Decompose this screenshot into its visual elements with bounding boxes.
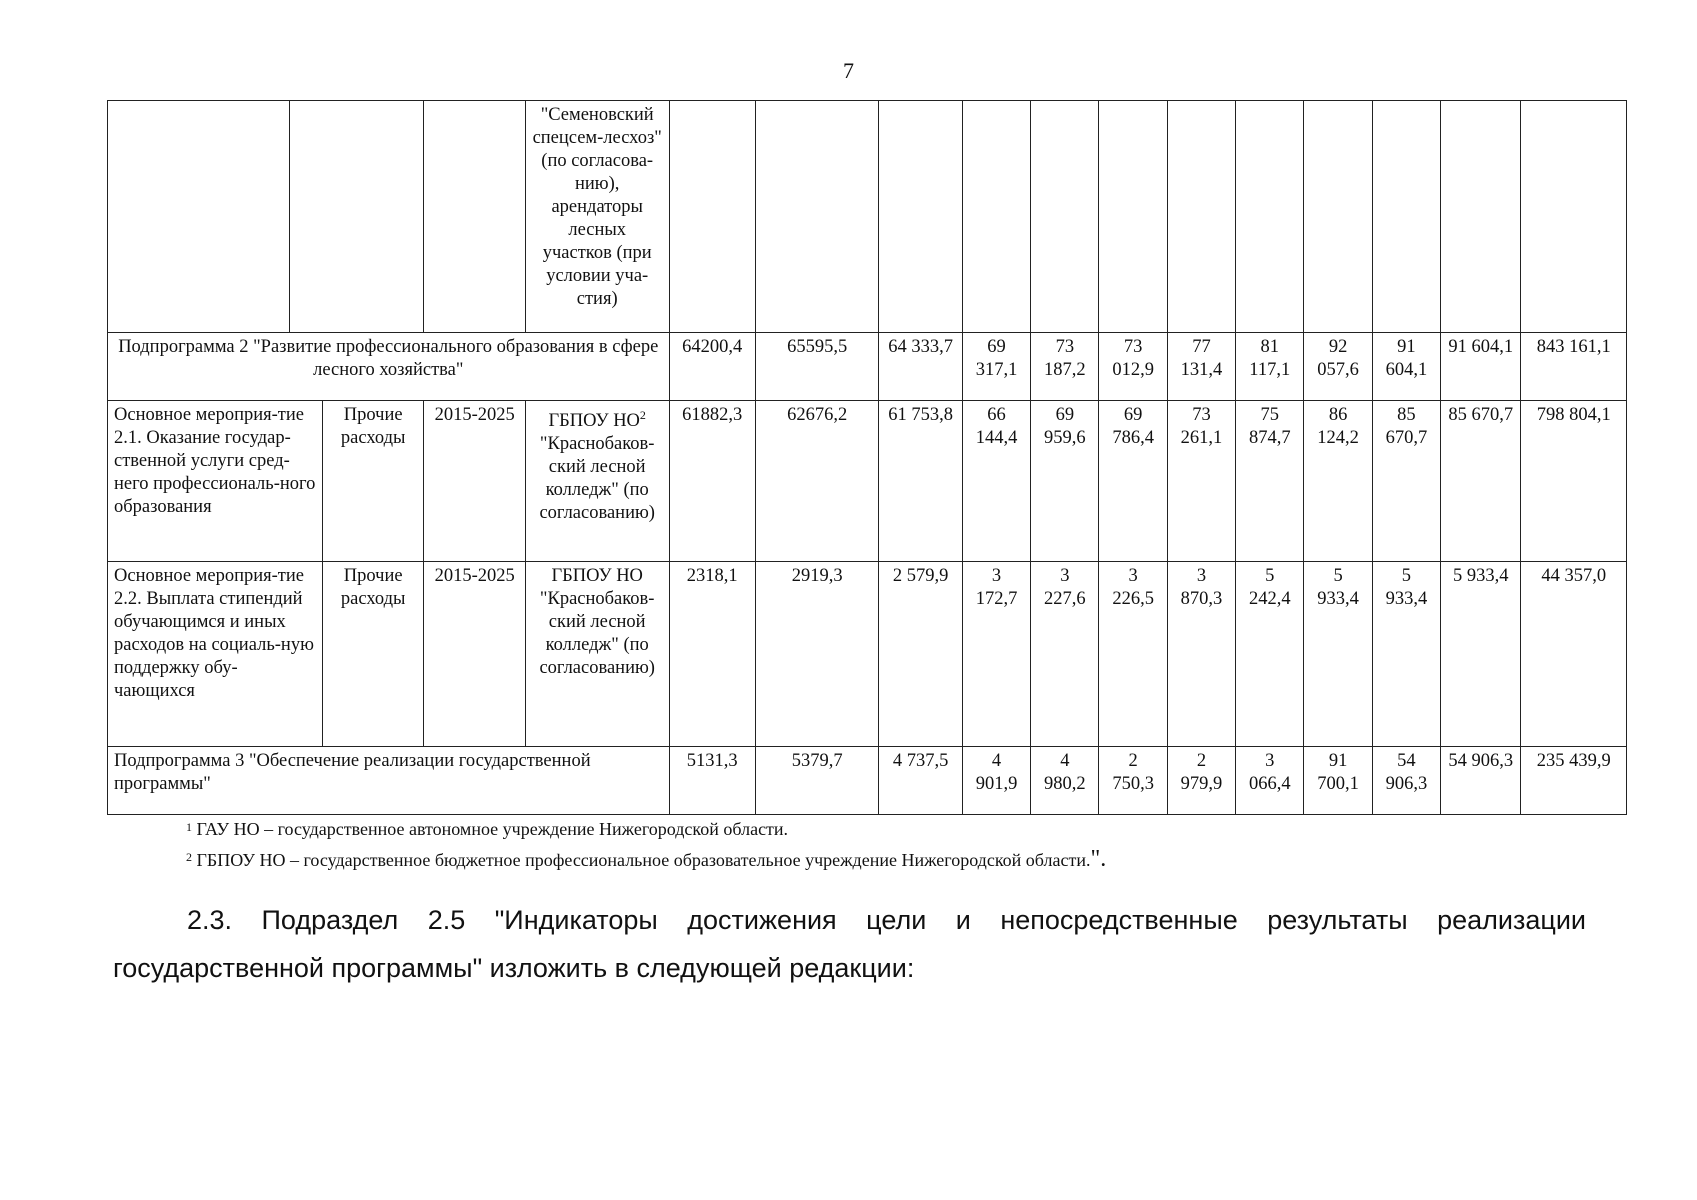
page-number: 7	[843, 58, 854, 83]
value-cell: 86 124,2	[1304, 401, 1372, 562]
value-cell: 73 261,1	[1167, 401, 1235, 562]
measure-title: Основное мероприя-тие 2.1. Оказание государ-ственной услуги сред-него профессиональ-ного образования	[108, 401, 323, 562]
value-cell: 69 786,4	[1099, 401, 1167, 562]
table-cell	[1236, 101, 1304, 333]
body-paragraph: 2.3. Подраздел 2.5 "Индикаторы достижения цели и непосредственные результаты реализации государственной программы" изложить в следующей редакции:	[113, 905, 1586, 983]
value-cell: 2919,3	[755, 562, 879, 747]
value-cell: 5 933,4	[1441, 562, 1521, 747]
value-cell: 81 117,1	[1236, 333, 1304, 401]
table-cell	[879, 101, 962, 333]
value-cell: 85 670,7	[1372, 401, 1440, 562]
value-cell: 91 604,1	[1372, 333, 1440, 401]
executor-cell	[525, 401, 669, 562]
table-row-measure-2-1	[108, 401, 1627, 562]
value-cell: 77 131,4	[1167, 333, 1235, 401]
value-cell: 61 753,8	[879, 401, 962, 562]
executor-detail: "Краснобаков-ский лесной колледж" (по согласованию)	[539, 434, 655, 524]
value-cell: 4 901,9	[962, 747, 1030, 815]
table-row-continuation	[108, 101, 1627, 333]
value-cell: 69 959,6	[1031, 401, 1099, 562]
value-cell: 5 242,4	[1236, 562, 1304, 747]
value-cell: 62676,2	[755, 401, 879, 562]
value-cell: 73 012,9	[1099, 333, 1167, 401]
value-cell: 64 333,7	[879, 333, 962, 401]
subprogram-title: Подпрограмма 3 "Обеспечение реализации государственной программы"	[108, 747, 670, 815]
table-cell	[1441, 101, 1521, 333]
table-cell	[1167, 101, 1235, 333]
cost-type-cell: Прочие расходы	[322, 562, 423, 747]
table-cell	[1372, 101, 1440, 333]
value-cell: 5131,3	[669, 747, 755, 815]
value-cell: 3 066,4	[1236, 747, 1304, 815]
footnote-mark: 2	[639, 408, 646, 422]
table-row-subprogram-3	[108, 747, 1627, 815]
table-cell	[424, 101, 525, 333]
value-cell: 61882,3	[669, 401, 755, 562]
value-cell: 843 161,1	[1521, 333, 1627, 401]
table-cell	[1031, 101, 1099, 333]
value-cell: 44 357,0	[1521, 562, 1627, 747]
value-cell: 798 804,1	[1521, 401, 1627, 562]
footnote-text: ГБПОУ НО – государственное бюджетное профессиональное образовательное учреждение Нижегородской области.	[196, 850, 1091, 870]
value-cell: 65595,5	[755, 333, 879, 401]
table-cell	[108, 101, 290, 333]
cost-type-cell: Прочие расходы	[322, 401, 423, 562]
table-cell	[1521, 101, 1627, 333]
value-cell: 5 933,4	[1304, 562, 1372, 747]
value-cell: 3 226,5	[1099, 562, 1167, 747]
value-cell: 3 172,7	[962, 562, 1030, 747]
value-cell: 5 933,4	[1372, 562, 1440, 747]
value-cell: 85 670,7	[1441, 401, 1521, 562]
value-cell: 4 737,5	[879, 747, 962, 815]
table-cell	[289, 101, 424, 333]
value-cell: 235 439,9	[1521, 747, 1627, 815]
table-cell	[1099, 101, 1167, 333]
value-cell: 2 579,9	[879, 562, 962, 747]
value-cell: 4 980,2	[1031, 747, 1099, 815]
value-cell: 75 874,7	[1236, 401, 1304, 562]
executor-cell: "Семеновский спецсем-лесхоз" (по согласова-нию), арендаторы лесных участков (при условии уча-стия)	[525, 101, 669, 333]
value-cell: 91 604,1	[1441, 333, 1521, 401]
table-cell	[962, 101, 1030, 333]
value-cell: 2318,1	[669, 562, 755, 747]
footnotes	[186, 814, 1106, 875]
value-cell: 5379,7	[755, 747, 879, 815]
table-row-measure-2-2	[108, 562, 1627, 747]
table-cell	[669, 101, 755, 333]
executor-name: ГБПОУ НО	[548, 411, 640, 432]
footnote-mark: 2	[186, 850, 192, 864]
footnote-2	[186, 844, 1106, 875]
measure-title: Основное мероприя-тие 2.2. Выплата стипендий обучающимся и иных расходов на социаль-ную поддержку обу-чающихся	[108, 562, 323, 747]
table-cell	[1304, 101, 1372, 333]
footnote-1	[186, 814, 1106, 844]
value-cell: 54 906,3	[1441, 747, 1521, 815]
footnote-mark: 1	[186, 820, 192, 834]
table-cell	[755, 101, 879, 333]
closing-quote: ".	[1090, 846, 1107, 872]
value-cell: 92 057,6	[1304, 333, 1372, 401]
subprogram-title: Подпрограмма 2 "Развитие профессионального образования в сфере лесного хозяйства"	[108, 333, 670, 401]
value-cell: 2 750,3	[1099, 747, 1167, 815]
executor-cell: ГБПОУ НО "Краснобаков-ский лесной колледж" (по согласованию)	[525, 562, 669, 747]
value-cell: 73 187,2	[1031, 333, 1099, 401]
value-cell: 3 870,3	[1167, 562, 1235, 747]
value-cell: 64200,4	[669, 333, 755, 401]
value-cell: 69 317,1	[962, 333, 1030, 401]
value-cell: 66 144,4	[962, 401, 1030, 562]
value-cell: 54 906,3	[1372, 747, 1440, 815]
value-cell: 91 700,1	[1304, 747, 1372, 815]
period-cell: 2015-2025	[424, 562, 525, 747]
table-row-subprogram-2	[108, 333, 1627, 401]
period-cell: 2015-2025	[424, 401, 525, 562]
funding-table	[107, 100, 1627, 815]
value-cell: 2 979,9	[1167, 747, 1235, 815]
footnote-text: ГАУ НО – государственное автономное учреждение Нижегородской области.	[196, 819, 789, 839]
value-cell: 3 227,6	[1031, 562, 1099, 747]
